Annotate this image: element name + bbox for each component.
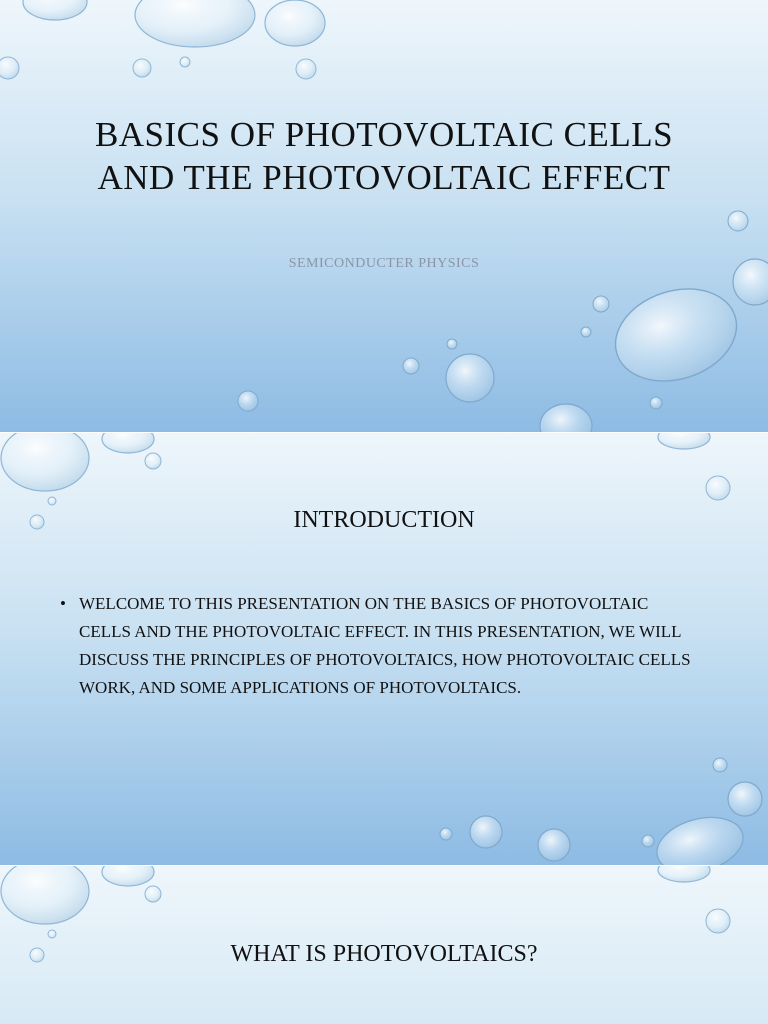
- bullet-list: [60, 590, 700, 702]
- water-drop: [0, 0, 768, 432]
- title-slide: [0, 0, 768, 432]
- bullet-text: WELCOME TO THIS PRESENTATION ON THE BASICS OF PHOTOVOLTAIC CELLS AND THE PHOTOVOLTAIC EFFECT. IN THIS PRESENTATION, WE WILL DISCUSS THE PRINCIPLES OF PHOTOVOLTAICS, HOW PHOTOVOLTAIC CELLS WORK, AND SOME APPLICATIONS OF PHOTOVOLTAICS.: [79, 594, 691, 697]
- introduction-slide: [0, 433, 768, 865]
- slide-heading: INTRODUCTION: [293, 507, 475, 533]
- what-is-photovoltaics-slide: [0, 866, 768, 1024]
- list-item: [60, 590, 700, 702]
- slide-title: BASICS OF PHOTOVOLTAIC CELLS AND THE PHOTOVOLTAIC EFFECT: [94, 115, 674, 197]
- water-drops-decoration: [0, 0, 768, 432]
- slide-subtitle: SEMICONDUCTER PHYSICS: [288, 256, 480, 271]
- slide-heading: WHAT IS PHOTOVOLTAICS?: [230, 941, 538, 967]
- bullet-icon: •: [60, 594, 66, 613]
